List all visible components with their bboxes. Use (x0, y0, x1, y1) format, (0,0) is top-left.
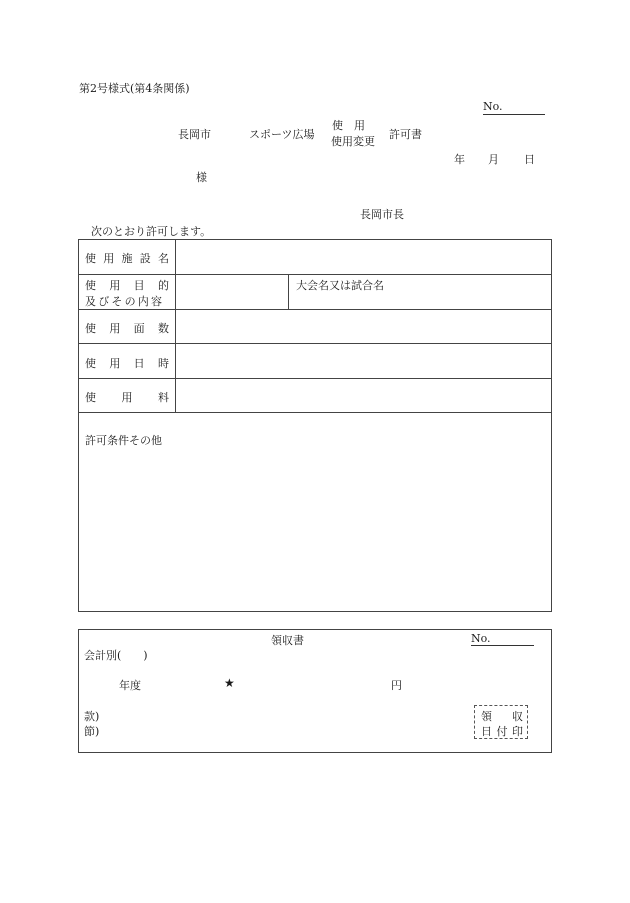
star-mark: ★ (224, 676, 235, 690)
row-divider (78, 274, 552, 275)
label-conditions: 許可条件その他 (85, 434, 162, 447)
stamp-line2: 日 付 印 (481, 725, 523, 738)
fiscal-year-label: 年度 (119, 679, 141, 692)
label-column-divider (175, 239, 176, 412)
label-datetime: 使 用 日 時 (85, 357, 169, 370)
row-divider (78, 378, 552, 379)
row-divider (78, 343, 552, 344)
facility-type: スポーツ広場 (249, 128, 315, 141)
permit-document-label: 許可書 (389, 128, 422, 141)
city-name: 長岡市 (178, 128, 211, 141)
date-month-label: 月 (488, 153, 499, 166)
kan-label: 款) (84, 710, 100, 723)
receipt-number-field (471, 632, 534, 646)
issuer-name: 長岡市長 (360, 208, 404, 221)
use-option-change: 使用変更 (331, 135, 375, 148)
date-day-label: 日 (524, 153, 535, 166)
doc-number-field (483, 100, 545, 115)
label-fee: 使 用 料 (85, 391, 169, 404)
stamp-line1: 領 収 (481, 710, 523, 723)
account-type: 会計別( ) (84, 649, 148, 662)
label-purpose-line1: 使 用 目 的 (85, 279, 169, 292)
receipt-number-label: No. (471, 632, 491, 645)
label-purpose-line2: 及びその内容 (85, 295, 165, 308)
receipt-date-stamp (474, 705, 528, 739)
receipt-title: 領収書 (271, 634, 304, 647)
intro-text: 次のとおり許可します。 (91, 225, 212, 238)
row-divider (78, 412, 552, 413)
label-quantity: 使 用 面 数 (85, 322, 169, 335)
label-facility-name: 使 用 施 設 名 (85, 252, 169, 265)
yen-label: 円 (391, 679, 402, 692)
use-option-use: 使 用 (332, 119, 365, 132)
form-number: 第2号様式(第4条関係) (79, 82, 190, 95)
doc-number-label: No. (483, 100, 503, 113)
event-name-divider (288, 274, 289, 309)
date-year-label: 年 (454, 153, 465, 166)
addressee-suffix: 様 (196, 171, 207, 184)
setsu-label: 節) (84, 725, 100, 738)
row-divider (78, 309, 552, 310)
label-event-name: 大会名又は試合名 (296, 279, 384, 292)
